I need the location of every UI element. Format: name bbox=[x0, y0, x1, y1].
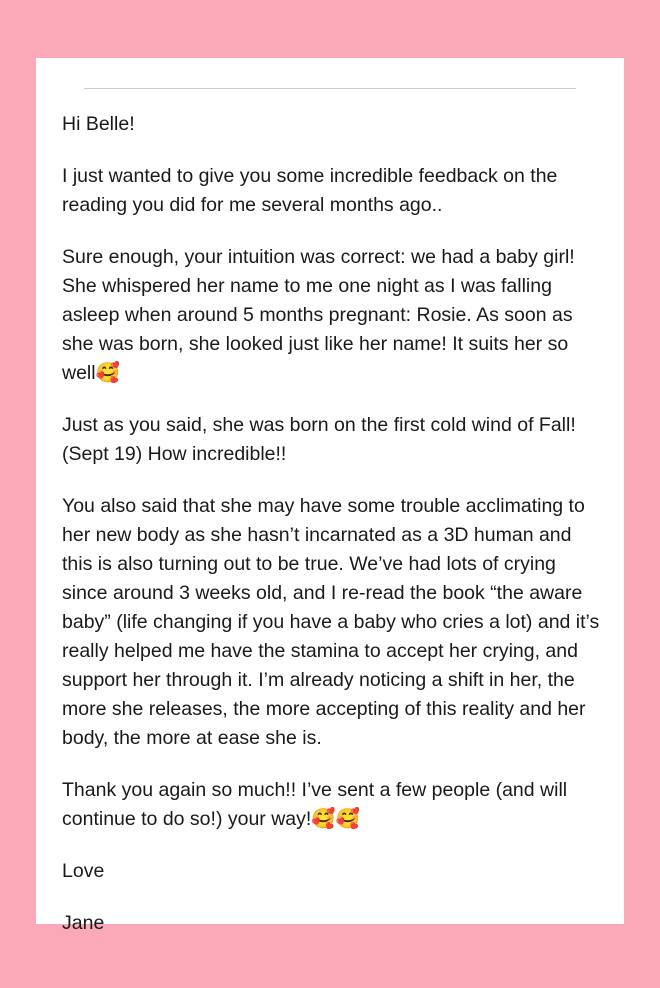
letter-paragraph-intro: I just wanted to give you some incredible feedback on the reading you did for me several months ago.. bbox=[62, 165, 563, 216]
top-divider bbox=[84, 88, 576, 89]
letter-signoff: Love bbox=[62, 860, 105, 882]
letter-paragraph-acclimating: You also said that she may have some trouble acclimating to her new body as she hasn’t incarnated as a 3D human and this is also turning out to be true. We’ve had lots of crying since around 3 weeks old, and I re-read the book “the aware baby” (life changing if you have a baby who cries a lot) and it’s really helped me have the stamina to accept her crying, and support her through it. I’m already noticing a shift in her, the more she releases, the more accepting of this reality and her body, the more at ease she is. bbox=[62, 495, 605, 749]
letter-body bbox=[62, 110, 605, 938]
letter-signature: Jane bbox=[62, 912, 105, 934]
letter-paragraph-baby-name: Sure enough, your intuition was correct: we had a baby girl! She whispered her name to me one night as I was falling asleep when around 5 months pregnant: Rosie. As soon as she was born, she looked just like her name! It suits her so well🥰 bbox=[62, 246, 581, 384]
letter-card bbox=[36, 58, 624, 934]
letter-paragraph-birth-date: Just as you said, she was born on the first cold wind of Fall! (Sept 19) How incredible!! bbox=[62, 414, 582, 465]
letter-paragraph-greeting: Hi Belle! bbox=[62, 113, 135, 135]
letter-paragraph-thanks: Thank you again so much!! I’ve sent a few people (and will continue to do so!) your way!🥰🥰 bbox=[62, 779, 573, 830]
